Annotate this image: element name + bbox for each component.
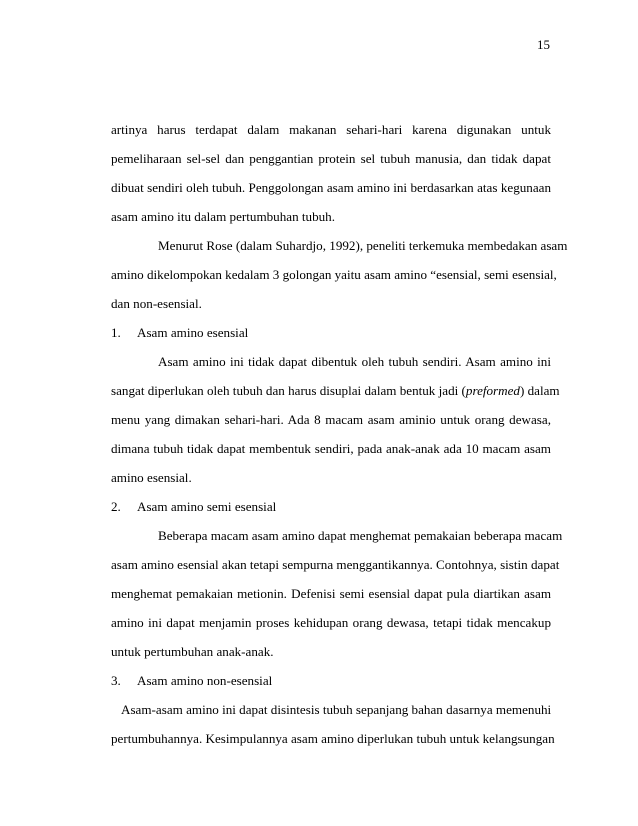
paragraph-line: menu yang dimakan sehari-hari. Ada 8 macam asam aminio untuk orang dewasa, [111, 412, 551, 427]
list-number: 2. [111, 499, 121, 514]
text-segment: ) dalam [519, 383, 560, 398]
paragraph-line: amino ini dapat menjamin proses kehidupan orang dewasa, tetapi tidak mencakup [111, 615, 551, 630]
paragraph-line: pemeliharaan sel-sel dan penggantian protein sel tubuh manusia, dan tidak dapat [111, 151, 551, 166]
list-heading-text: Asam amino non-esensial [137, 673, 273, 688]
paragraph-line: Asam amino ini tidak dapat dibentuk oleh tubuh sendiri. Asam amino ini [158, 354, 551, 369]
paragraph-line: dan non-esensial. [111, 296, 202, 311]
page-number: 15 [537, 37, 550, 52]
paragraph-line: Asam-asam amino ini dapat disintesis tubuh sepanjang bahan dasarnya memenuhi [121, 702, 552, 717]
paragraph-line: amino esensial. [111, 470, 192, 485]
paragraph-line: artinya harus terdapat dalam makanan sehari-hari karena digunakan untuk [111, 122, 551, 137]
list-number: 3. [111, 673, 121, 688]
paragraph-line [111, 376, 560, 405]
paragraph-line: Menurut Rose (dalam Suhardjo, 1992), peneliti terkemuka membedakan asam [158, 238, 568, 253]
page-body [111, 115, 568, 753]
text-segment: sangat diperlukan oleh tubuh dan harus disuplai dalam bentuk jadi ( [111, 383, 466, 398]
list-heading-1 [111, 318, 551, 347]
paragraph-line: amino dikelompokan kedalam 3 golongan yaitu asam amino “esensial, semi esensial, [111, 267, 557, 282]
paragraph-line: pertumbuhannya. Kesimpulannya asam amino diperlukan tubuh untuk kelangsungan [111, 731, 555, 746]
paragraph-line: asam amino itu dalam pertumbuhan tubuh. [111, 209, 336, 224]
list-heading-text: Asam amino esensial [137, 325, 249, 340]
list-heading-2 [111, 492, 551, 521]
paragraph-line: untuk pertumbuhan anak-anak. [111, 644, 274, 659]
italic-term: preformed [465, 383, 520, 398]
paragraph-line: Beberapa macam asam amino dapat menghemat pemakaian beberapa macam [158, 528, 563, 543]
paragraph-line: dimana tubuh tidak dapat membentuk sendiri, pada anak-anak ada 10 macam asam [111, 441, 551, 456]
paragraph-line: asam amino esensial akan tetapi sempurna menggantikannya. Contohnya, sistin dapat [111, 557, 560, 572]
paragraph-line: dibuat sendiri oleh tubuh. Penggolongan asam amino ini berdasarkan atas kegunaan [111, 180, 551, 195]
list-heading-3 [111, 666, 551, 695]
list-number: 1. [111, 325, 121, 340]
paragraph-line: menghemat pemakaian metionin. Defenisi semi esensial dapat pula diartikan asam [111, 586, 551, 601]
list-heading-text: Asam amino semi esensial [137, 499, 277, 514]
